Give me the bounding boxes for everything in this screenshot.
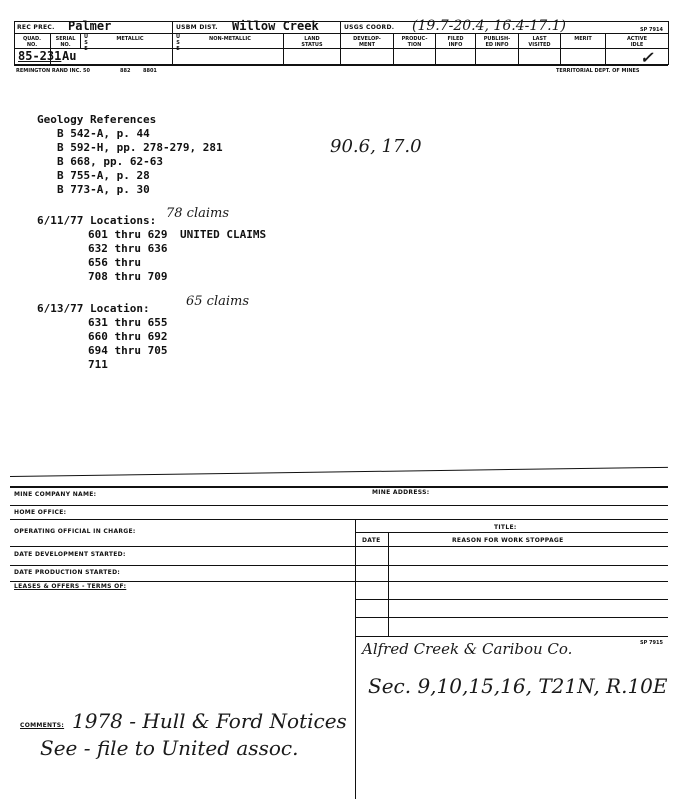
reason-col-label: REASON FOR WORK STOPPAGE (452, 537, 564, 544)
col-published-info: PUBLISH- ED INFO (483, 36, 511, 48)
date-development-label: DATE DEVELOPMENT STARTED: (14, 551, 126, 558)
territorial-dept-label: TERRITORIAL DEPT. OF MINES (556, 68, 640, 74)
leases-offers-label: LEASES & OFFERS - TERMS OF: (14, 583, 127, 590)
usgs-coord-value: (19.7-20.4, 16.4-17.1) (412, 18, 566, 34)
col-serial-no: SERIAL NO. (55, 36, 76, 48)
reference-item: B 592-H, pp. 278-279, 281 (57, 141, 223, 154)
col-last-visited: LAST VISITED (528, 36, 551, 48)
comments-handwritten-line2: See - file to United assoc. (40, 736, 299, 760)
home-office-label: HOME OFFICE: (14, 509, 67, 516)
col-merit: MERIT (574, 36, 592, 42)
col-filed-info: FILED INFO (447, 36, 464, 48)
operating-official-label: OPERATING OFFICIAL IN CHARGE: (14, 528, 136, 535)
reference-item: B 668, pp. 62-63 (57, 155, 163, 168)
card-code-2: 8801 (143, 68, 157, 74)
date-col-label: DATE (362, 537, 381, 544)
usbm-dist-value: Willow Creek (232, 19, 319, 33)
geology-title: Geology References (37, 113, 157, 126)
quad-serial-value: 85-231 (18, 49, 62, 63)
location-label: Locations: (90, 214, 157, 227)
mine-address-label: MINE ADDRESS: (372, 489, 430, 496)
location-date: 6/11/77 (37, 214, 84, 227)
date-production-label: DATE PRODUCTION STARTED: (14, 569, 121, 576)
mine-company-label: MINE COMPANY NAME: (14, 491, 97, 498)
claims-count-note: 65 claims (186, 294, 250, 309)
col-production: PRODUC- TION (401, 36, 428, 48)
rec-prec-label: REC PREC. (17, 24, 55, 31)
comments-label: COMMENTS: (20, 722, 65, 729)
title-label: TITLE: (494, 524, 517, 531)
form-code-top: SP 7914 (640, 27, 663, 33)
comments-handwritten-line1: 1978 - Hull & Ford Notices (72, 709, 347, 733)
coord-handwritten-note: 90.6, 17.0 (330, 136, 422, 157)
united-claims-label: UNITED CLAIMS (180, 228, 267, 241)
location-range: 632 thru 636 (88, 242, 168, 255)
col-use-nonmetallic: U S E (175, 34, 181, 52)
col-use-metallic: U S E (83, 34, 89, 52)
company-handwritten: Alfred Creek & Caribou Co. (362, 640, 573, 658)
col-metallic: METALLIC (116, 36, 144, 42)
col-development: DEVELOP- MENT (353, 36, 381, 48)
col-land-status: LAND STATUS (301, 36, 323, 48)
location-date: 6/13/77 (37, 302, 84, 315)
location-range: 694 thru 705 (88, 344, 168, 357)
form-code-bottom: SP 7915 (640, 640, 663, 646)
reference-item: B 773-A, p. 30 (57, 183, 150, 196)
section-handwritten: Sec. 9,10,15,16, T21N, R.10E (368, 674, 668, 698)
card-maker-label: REMINGTON RAND INC. 50 (16, 68, 90, 74)
claims-count-note: 78 claims (166, 206, 230, 221)
usgs-coord-label: USGS COORD. (344, 24, 395, 31)
location-range: 656 thru (88, 256, 141, 269)
usbm-dist-label: USBM DIST. (176, 24, 218, 31)
location-range: 711 (88, 358, 108, 371)
col-active-idle: ACTIVE IDLE (626, 36, 648, 48)
location-range: 601 thru 629 (88, 228, 168, 241)
reference-item: B 542-A, p. 44 (57, 127, 150, 140)
location-range: 631 thru 655 (88, 316, 168, 329)
col-non-metallic: NON-METALLIC (209, 36, 251, 42)
card-code-1: 882 (120, 68, 131, 74)
reference-item: B 755-A, p. 28 (57, 169, 150, 182)
rec-prec-value: Palmer (68, 19, 112, 33)
active-idle-mark: ✓ (640, 48, 654, 67)
location-label: Location: (90, 302, 150, 315)
location-range: 708 thru 709 (88, 270, 168, 283)
metallic-value: Au (62, 49, 77, 63)
col-quad-no: QUAD. NO. (22, 36, 42, 48)
location-range: 660 thru 692 (88, 330, 168, 343)
